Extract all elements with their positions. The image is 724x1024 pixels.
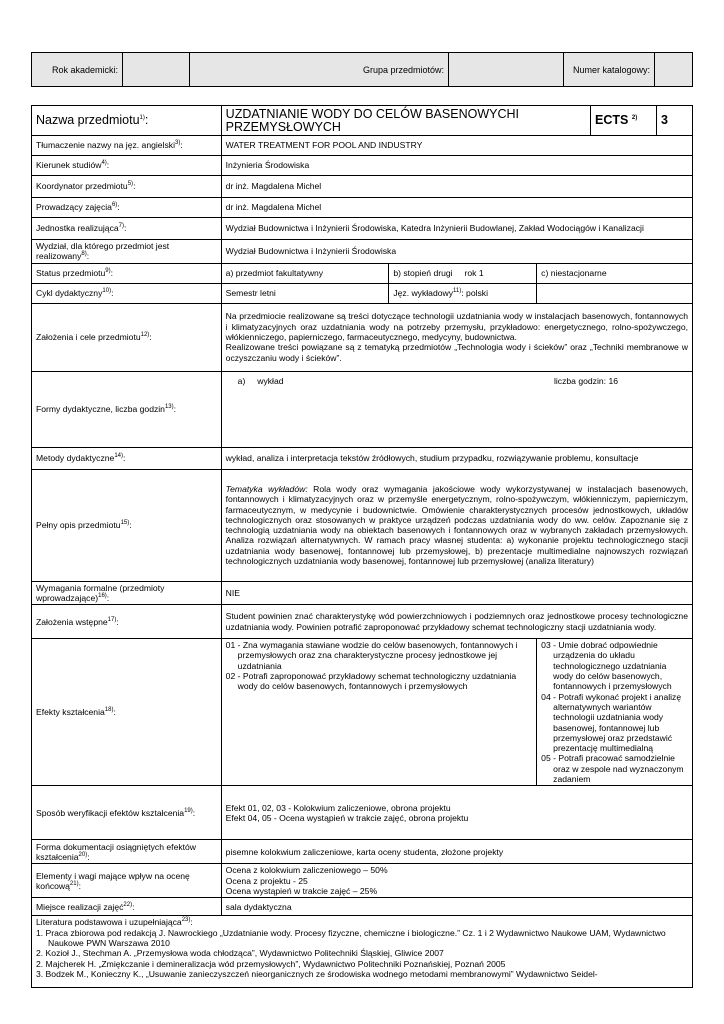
spos-l1: Efekt 01, 02, 03 - Kolokwium zaliczeniowe, obrona projektu (225, 802, 451, 813)
jedn-label: Jednostka realizująca$^{7)}$: (32, 218, 222, 240)
wydz-value: Wydział Budownictwa i Inżynierii Środowiska (221, 240, 692, 264)
literature-item: 2. Majcherek H. „Zmiękczanie i demineralizacja wód przemysłowych”, Wydawnictwo Politechniki Poznańskiej, Poznań 2005 (36, 958, 506, 969)
rok-label: Rok akademicki: (32, 53, 123, 87)
opis-italic: Tematyka wykładów: (225, 483, 308, 494)
jez-blank (537, 283, 693, 303)
status-b: b) stopień drugi rok 1 (389, 263, 537, 283)
rok-value (123, 53, 190, 87)
kier-label: Kierunek studiów$^{4)}$: (32, 156, 222, 176)
literature-item: 2. Kozioł J., Stechman A. „Przemysłowa woda chłodząca”, Wydawnictwo Politechniki Śląskiej, Gliwice 2007 (36, 948, 444, 959)
elem-value (221, 864, 692, 898)
wydz-label: Wydział, dla którego przedmiot jest realizowany$^{8)}$: (32, 240, 222, 264)
efekty-right (537, 639, 693, 786)
elem-l1: Ocena z kolokwium zaliczeniowego – 50% (225, 865, 388, 876)
efekty-left (221, 639, 537, 786)
miejsce-value: sala dydaktyczna (221, 898, 692, 916)
zalw-label: Założenia wstępne$^{17)}$: (32, 605, 222, 639)
status-label: Status przedmiotu$^{9)}$: (32, 263, 222, 283)
course-name-value: UZDATNIANIE WODY DO CELÓW BASENOWYCHI PRZEMYSŁOWYCH (221, 106, 590, 136)
miejsce-label: Miejsce realizacji zajęć$^{22)}$: (32, 898, 222, 916)
wym-label: Wymagania formalne (przedmioty wprowadzające)$^{16)}$: (32, 581, 222, 605)
numer-value (655, 53, 693, 87)
cykl-label: Cykl dydaktyczny$^{10)}$: (32, 283, 222, 303)
elem-label: Elementy i wagi mające wpływ na ocenę końcową$^{21)}$: (32, 864, 222, 898)
efekty-label: Efekty kształcenia$^{18)}$: (32, 639, 222, 786)
grupa-label: Grupa przedmiotów: (190, 53, 449, 87)
zal-value (221, 303, 692, 371)
literature-item: 1. Praca zbiorowa pod redakcją J. Nawrockiego „Uzdatnianie wody. Procesy fizyczne, chemiczne i biologiczne.” Cz. 1 i 2 Wydawnictwo Naukowe UAM, Wydawnictwo Naukowe PWN Warszawa 2010 (36, 927, 666, 948)
literature-item: 3. Bodzek M., Konieczny K., „Usuwanie zanieczyszczeń nieorganicznych ze środowiska wodnego metodami membranowymi” Wydawnictwo Seidel- (36, 968, 598, 979)
koord-value: dr inż. Magdalena Michel (221, 176, 692, 198)
status-c: c) niestacjonarne (537, 263, 693, 283)
metody-value: wykład, analiza i interpretacja tekstów źródłowych, studium przypadku, rozwiązywanie problemu, konsultacje (221, 447, 692, 469)
efekt-03: 03 - Umie dobrać odpowiednie urządzenia do układu technologicznego uzdatniania wody do celów basenowych, fontannowych i przemysłowych (541, 640, 672, 692)
efekt-04: 04 - Potrafi wykonać projekt i analizę alternatywnych wariantów technologii uzdatniania wody basenowej, fontannowej lub przemysłowej oraz przedstawić prezentację multimedialną (541, 691, 682, 754)
spos-l2: Efekt 04, 05 - Ocena wystąpień w trakcie zajęć, obrona projektu (225, 812, 469, 823)
prow-value: dr inż. Magdalena Michel (221, 198, 692, 218)
literature-title: Literatura podstawowa i uzupełniająca$^{23)}$: (36, 917, 193, 928)
ects-value: 3 (656, 106, 692, 136)
tlum-value: WATER TREATMENT FOR POOL AND INDUSTRY (221, 136, 692, 156)
efekt-05: 05 - Potrafi pracować samodzielnie oraz w zespole nad wyznaczonym zadaniem (541, 753, 684, 785)
koord-label: Koordynator przedmiotu$^{5)}$: (32, 176, 222, 198)
status-a: a) przedmiot fakultatywny (221, 263, 389, 283)
row-course-name (32, 106, 693, 136)
opis-text: Rola wody oraz wymagania jakościowe wody wykorzystywanej w instalacjach basenowych, fontannowych i klimatyzacyjnych oraz w przemyśle energetycznym, rolno-spożywczym, włókienniczym, papierniczym, farmaceutycznym, w medycynie i budownictwie. Omówienie charakterystycznych procesów jednostkowych, układów technologicznych oraz stosowanych w praktyce urządzeń podczas uzdatniania wody do ww. celów. Zapoznanie się z technologią uzdatniania wody na obiektach basenowych i fontannowych oraz w wybranych zakładach przemysłowych. Analiza rozwiązań alternatywnych. W ramach pracy własnej studenta: a) wykonanie projektu technologicznego stacji uzdatniania wody basenowej, fontannowej lub przemysłowej, b) prezentacje multimedialne najnowszych rozwiązań technologicznych uzdatniania wody basenowej, fontannowej lub przemysłowej (analiza literatury) (225, 483, 689, 566)
elem-l2: Ocena z projektu - 25 (225, 875, 308, 886)
formy-a: a) wykład (237, 375, 284, 386)
efekt-02: 02 - Potrafi zaproponować przykładowy schemat technologiczny uzdatniania wody do celów basenowych, fontannowych i przemysłowych (225, 671, 517, 692)
ects-label: ECTS $^{2)}$ (591, 106, 657, 136)
opis-value (221, 469, 692, 581)
efekt-01: 01 - Zna wymagania stawiane wodzie do celów basenowych, fontannowych i przemysłowych oraz zna charakterystyczne procesy jednostkowe jej uzdatniania (225, 640, 518, 671)
forma-value: pisemne kolokwium zaliczeniowe, karta oceny studenta, złożone projekty (221, 840, 692, 864)
wym-value: NIE (221, 581, 692, 605)
spos-value (221, 786, 692, 840)
jez-value: Jęz. wykładowy$^{11)}$: polski (389, 283, 537, 303)
jedn-value: Wydział Budownictwa i Inżynierii Środowiska, Katedra Inżynierii Budowlanej, Zakład Wodociągów i Kanalizacji (221, 218, 692, 240)
prow-label: Prowadzący zajęcia$^{6)}$: (32, 198, 222, 218)
formy-value (221, 371, 692, 447)
zal-p2: Realizowane treści powiązane są z tematyką przedmiotów „Technologia wody i ścieków” oraz „Techniki membranowe w oczyszczaniu wody i ścieków”. (225, 342, 688, 363)
numer-label: Numer katalogowy: (564, 53, 655, 87)
zal-p1: Na przedmiocie realizowane są treści dotyczące technologii uzdatniania wody w instalacjach basenowych, fontannowych i klimatyzacyjnych oraz uzdatniania wody na potrzeby przemysłu, przykładowo: energetycznego, rolno-spożywczego, włókienniczego, papierniczego, farmaceutycznego, medycyny, budownictwa. (225, 311, 688, 342)
cykl-value: Semestr letni (221, 283, 389, 303)
forma-label: Forma dokumentacji osiągniętych efektów kształcenia$^{20)}$: (32, 840, 222, 864)
zalw-value: Student powinien znać charakterystykę wód powierzchniowych i podziemnych oraz jednostkowe procesy technologiczne uzdatniania wody. Powinien potrafić zaproponować przykładowy schemat technologiczny stacji uzdatniania wody. (221, 605, 692, 639)
metody-label: Metody dydaktyczne$^{14)}$: (32, 447, 222, 469)
formy-label: Formy dydaktyczne, liczba godzin$^{13)}$: (32, 371, 222, 447)
course-name-label: Nazwa przedmiotu$^{1)}$: (32, 106, 222, 136)
kier-value: Inżynieria Środowiska (221, 156, 692, 176)
syllabus-table (31, 105, 693, 988)
grupa-value (449, 53, 564, 87)
zal-label: Założenia i cele przedmiotu$^{12)}$: (32, 303, 222, 371)
formy-hours: liczba godzin: 16 (553, 375, 619, 386)
opis-label: Pełny opis przedmiotu$^{15)}$: (32, 469, 222, 581)
header-table (31, 52, 693, 87)
elem-l3: Ocena wystąpień w trakcie zajęć – 25% (225, 885, 378, 896)
spos-label: Sposób weryfikacji efektów kształcenia$^{19)}$: (32, 786, 222, 840)
literature-cell (32, 916, 693, 988)
tlum-label: Tłumaczenie nazwy na jęz. angielski$^{3)}$: (32, 136, 222, 156)
